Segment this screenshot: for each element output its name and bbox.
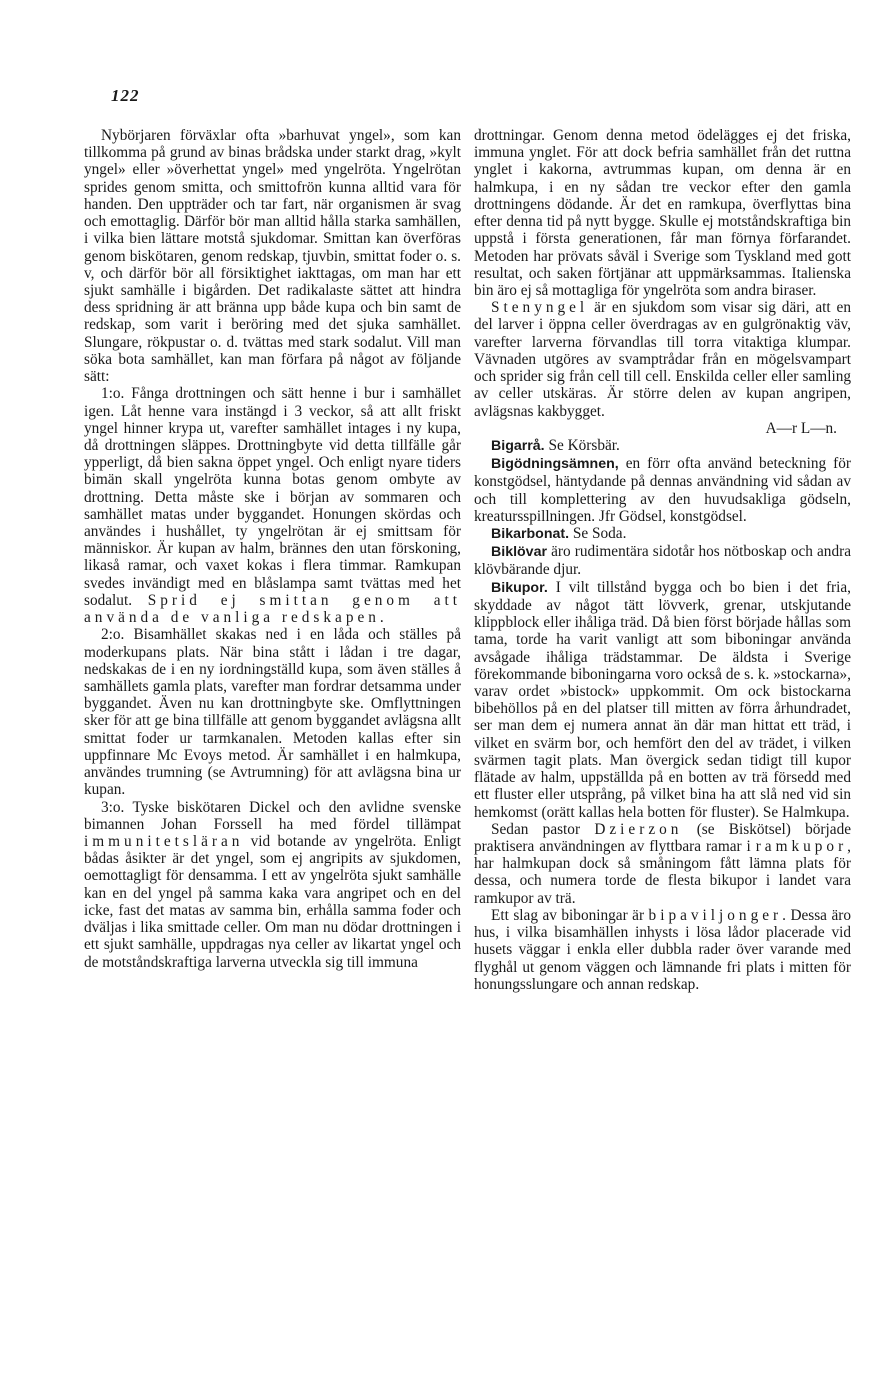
spaced-term-ramkupor: ramkupor	[755, 837, 848, 855]
paragraph-brood-confusion: Nybörjaren förväxlar ofta »barhuvat yngel», som kan tillkomma på grund av binas brådska under starkt drag, »kylt yngel» eller »överhettat yngel» med yngelröta. Yngelrötan sprides genom smitta, och smittofrön kunna alltid vara för handen. Den uppträder och tar fart, när organismen är svag och emottaglig. Därför bör man alltid hålla starka samhällen, i vilka bien lättare motstå sjukdomar. Smittan kan överföras genom biskötaren, genom redskap, tjuvbin, smittat foder o. s. v, och därför bör all försiktighet iakttagas, om man har ett sjukt samhälle i bigården. Det radikalaste sättet att hindra dess spridning är att bränna upp både kupa och bin samt de redskap, som varit i beröring med det sjuka samhället. Slungare, rökpustar o. d. tvättas med stark sodalut. Vill man söka bota samhället, kan man förfara på något av följande sätt:	[84, 127, 461, 386]
left-column	[84, 127, 461, 971]
entry-term: Biklövar	[491, 544, 547, 561]
entry-term: Bikupor.	[491, 579, 548, 596]
entry-bikarbonat: Bikarbonat. Se Soda.	[491, 525, 627, 543]
author-signature: A—r L—n.	[765, 419, 837, 437]
spaced-term-stenyngel: Stenyngel	[491, 299, 589, 317]
method-1-text: 1:o. Fånga drottningen och sätt henne i bur i samhället igen. Låt henne vara instängd i 3 veckor, så att allt friskt yngel hinner krypa ut, varefter samhället intages i ny kupa, då drottningen släppes. Drottningbyte vid detta tillfälle går ypperligt, då bien sakna öppet yngel. Och enligt nyare tiders bimän skall yngelröta kunna botas genom ombyte av drottning. Detta måste ske i början av sommaren och samhället matas under byggandet. Honungen skördas och användes i hushållet, ty yngelrötan är ej smittsam för människor. Är kupan av halm, brännes den utan förskoning, likaså ramar, och vaxet kokas i flera timmar. Ramkupan svedes invändigt med en blåslampa samt tvättas med het sodalut.	[84, 385, 461, 609]
spaced-term-immunity: immunitetsläran	[84, 832, 244, 850]
paragraph-method-2: 2:o. Bisamhället skakas ned i en låda och ställes på moderkupans plats. När bina stått i lådan i tre dagar, nedskakas de i en ny iordningställd kupa, som även ställes å samhällets gamla plats, varefter man fordrar detsamma under byggandet. Även nu kan drottningbyte ske. Omflyttningen sker för att ge bina tillfälle att genom byggandet avlägsna allt smittat foder ur tarmkanalen. Metoden kallas efter sin uppfinnare Mc Evoys metod. Är samhället i en halmkupa, användes trumning (se Avtrumning) för att avlägsna bina ur kupan.	[84, 626, 461, 799]
entry-term: Bigödningsämnen,	[491, 456, 619, 473]
entry-bikupor: Bikupor. I vilt tillstånd bygga och bo bien i det fria, skyddade av något tätt lövverk, grenar, utskjutande klippblock eller ihåliga träd. Då bien först började hållas som tama, torde ha varit vanligt att som biboningar använda avsågade ihåliga trädstammar. De äldsta i Sverige förekommande biboningarna voro också de s. k. »stockarna», varav ordet »bistock» uppkommit. Om ock bistockarna bibehöllos på en del platser till mitten av förra århundradet, ser man dem ej numera annat än där man hittat ett träd, i vilket en svärm bor, och hemfört den del av trädet, i vilken svärmen tagit plats. Man övergick sedan tidigt till kupor flätade av halm, uppställda på en botten av trä försedd med ett fluster eller utsprång, på vilket bina ha att slå ned vid sin hemkomst (orätt kallas hela botten för fluster). Se Halmkupa.	[474, 578, 851, 821]
paragraph-stenyngel: Stenyngel är en sjukdom som visar sig däri, att en del larver i öppna celler överdragas av en gulgrönaktig väv, varefter larverna förvandlas till torra vitaktiga klumpar. Vävnaden utgöres av svamptrådar från en mögelsvampart och sprider sig från cell till cell. Enskilda celler eller samling av celler utskäras. Är större delen av kupan angripen, avlägsnas kakbygget. A—r L—n.	[474, 299, 851, 437]
entry-term: Bigarrå.	[491, 437, 545, 454]
paragraph-bipaviljonger: Ett slag av biboningar är bipaviljonger. Dessa äro hus, i vilka bisamhällen inhysts i lösa lådor placerade vid husets väggar i enkla eller dubbla rader över varande med flyghål ut genom väggen och lämnande fri plats i mitten för honungsslungare och annan redskap.	[474, 906, 851, 993]
spaced-term-dzierzon: Dzierzon	[594, 820, 683, 838]
entry-bigarra: Bigarrå. Se Körsbär.	[491, 436, 620, 454]
entry-biklovar: Biklövar äro rudimentära sidotår hos nötboskap och andra klövbärande djur.	[474, 543, 851, 579]
page-number: 122	[111, 86, 140, 105]
method-1-emphasis: Sprid ej smittan genom att använda de vanliga redskapen.	[84, 591, 461, 627]
entry-term: Bikarbonat.	[491, 526, 570, 543]
entry-bigodningsamnen: Bigödningsämnen, en förr ofta använd beteckning för konstgödsel, häntydande på dennas användning vid sådan av och till komplettering av den huvudsakliga gödseln, kreatursspillningen. Jfr Gödsel, konstgödsel.	[474, 455, 851, 525]
spaced-term-bipaviljonger: bipaviljonger	[648, 906, 783, 924]
paragraph-continued: drottningar. Genom denna metod ödelägges ej det friska, immuna ynglet. För att dock befria samhället från det ruttna ynglet i kakorna, avtrummas kupan, om denna är en halmkupa, i en ny sådan tre veckor efter den gamla drottningens dödande. Är det en ramkupa, överflyttas bina efter denna tid på nytt bygge. Skulle ej motståndskraftiga bin uppstå i första generationen, får man förnya förfarandet. Metoden har prövats såväl i Sverige som Tyskland med gott resultat, och saken förtjänar att uppmärksammas. Italienska bin äro ej så mottagliga för yngelröta som andra biraser.	[474, 127, 851, 299]
paragraph-dzierzon: Sedan pastor Dzierzon (se Biskötsel) började praktisera användningen av flyttbara ramar i ramkupor, har halmkupan dock så småningom fått lämna plats för dessa, och numera torde de flesta bikupor i landet vara ramkupor av trä.	[474, 820, 852, 907]
paragraph-method-1	[84, 385, 461, 626]
right-column	[474, 127, 851, 993]
paragraph-method-3: 3:o. Tyske biskötaren Dickel och den avlidne svenske bimannen Johan Forssell ha med fördel tillämpat immunitetsläran vid botande av yngelröta. Enligt bådas åsikter är det yngel, som ej angripits av sjukdomen, oemottagligt för densamma. I ett av yngelröta sjukt samhälle kan en del yngel på samma kaka vara angripet och en del icke, fast det matas av samma bin, erhålla samma foder och dväljas i lika smittade celler. Om man nu dödar drottningen i ett sjukt samhälle, uppdragas nya celler av likartat yngel och de motståndskraftiga larverna utveckla sig till immuna	[84, 798, 461, 971]
